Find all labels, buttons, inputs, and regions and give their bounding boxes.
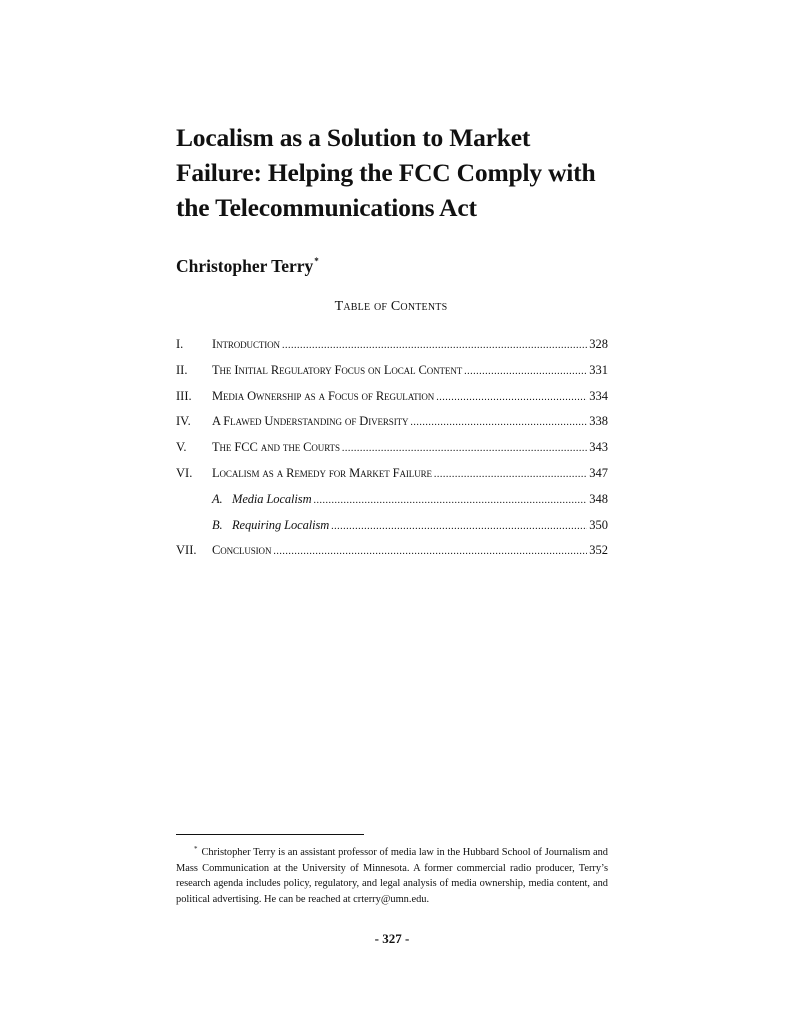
toc-entry-page: 331 [589,362,608,377]
toc-entry-page: 352 [589,543,608,558]
article-author [176,250,319,277]
toc-entry-label: A Flawed Understanding of Diversity [212,414,409,429]
author-footnote [176,842,608,907]
article-title-line: Failure: Helping the FCC Comply with [176,158,596,187]
toc-leader-dots [342,443,587,454]
toc-entry-page: 338 [589,414,608,429]
article-title [176,120,626,225]
page-number: - 327 - [374,931,410,946]
toc-leader-dots [282,340,587,351]
toc-entry-number: II. [176,362,188,377]
toc-entry [176,543,608,569]
toc-entry-page: 343 [589,440,608,455]
toc-entry [176,466,608,492]
toc-leader-dots [464,366,587,377]
toc-entry [176,389,608,415]
toc-subentry-label: Media Localism [232,491,312,506]
toc-subentry-letter: A. [212,491,223,506]
toc-entry-label: Conclusion [212,543,272,558]
toc-entry [176,337,608,363]
toc-entry-number: III. [176,388,192,403]
toc-entry-number: V. [176,440,187,455]
toc-heading: Table of Contents [334,299,448,314]
toc-subentry-text [212,518,329,533]
toc-entry-page: 347 [589,465,608,480]
article-title-line: Localism as a Solution to Market [176,123,531,152]
author-name: Christopher Terry [176,256,314,276]
toc-entry [176,440,608,466]
toc-entry-page: 348 [589,491,608,506]
toc-entry-page: 350 [589,517,608,532]
author-footnote-mark: * [314,256,319,266]
toc-leader-dots [273,546,587,557]
toc-entry-number: IV. [176,414,191,429]
toc-entry-page: 334 [589,388,608,403]
toc-subentry [176,518,608,544]
toc-entry-label: The FCC and the Courts [212,440,340,455]
toc-leader-dots [314,495,588,506]
table-of-contents [176,337,608,569]
toc-entry-number: I. [176,337,184,351]
toc-subentry-letter: B. [212,517,223,532]
toc-entry [176,414,608,440]
toc-entry-page: 328 [589,337,608,351]
toc-entry-label: Introduction [212,337,280,351]
toc-entry-number: VII. [176,543,197,558]
toc-leader-dots [434,469,587,480]
toc-entry-label: Media Ownership as a Focus of Regulation [212,388,435,403]
toc-subentry-label: Requiring Localism [232,517,330,532]
toc-entry-label: The Initial Regulatory Focus on Local Content [212,362,463,377]
footnote-mark: * [194,845,198,853]
footnote-divider [176,834,364,835]
toc-leader-dots [410,417,587,428]
toc-entry [176,363,608,389]
toc-subentry-text [212,492,312,507]
toc-leader-dots [436,392,587,403]
toc-entry-number: VI. [176,465,193,480]
toc-leader-dots [331,521,587,532]
toc-entry-label: Localism as a Remedy for Market Failure [212,465,432,480]
article-title-line: the Telecommunications Act [176,193,477,222]
footnote-text: Christopher Terry is an assistant professor of media law in the Hubbard School of Journalism and Mass Communication at the University of Minnesota. A former commercial radio producer, Terry’s research agenda includes policy, regulatory, and legal analysis of media ownership, media content, and political advertising. He can be reached at crterry@umn.edu. [176,847,608,905]
toc-subentry [176,492,608,518]
